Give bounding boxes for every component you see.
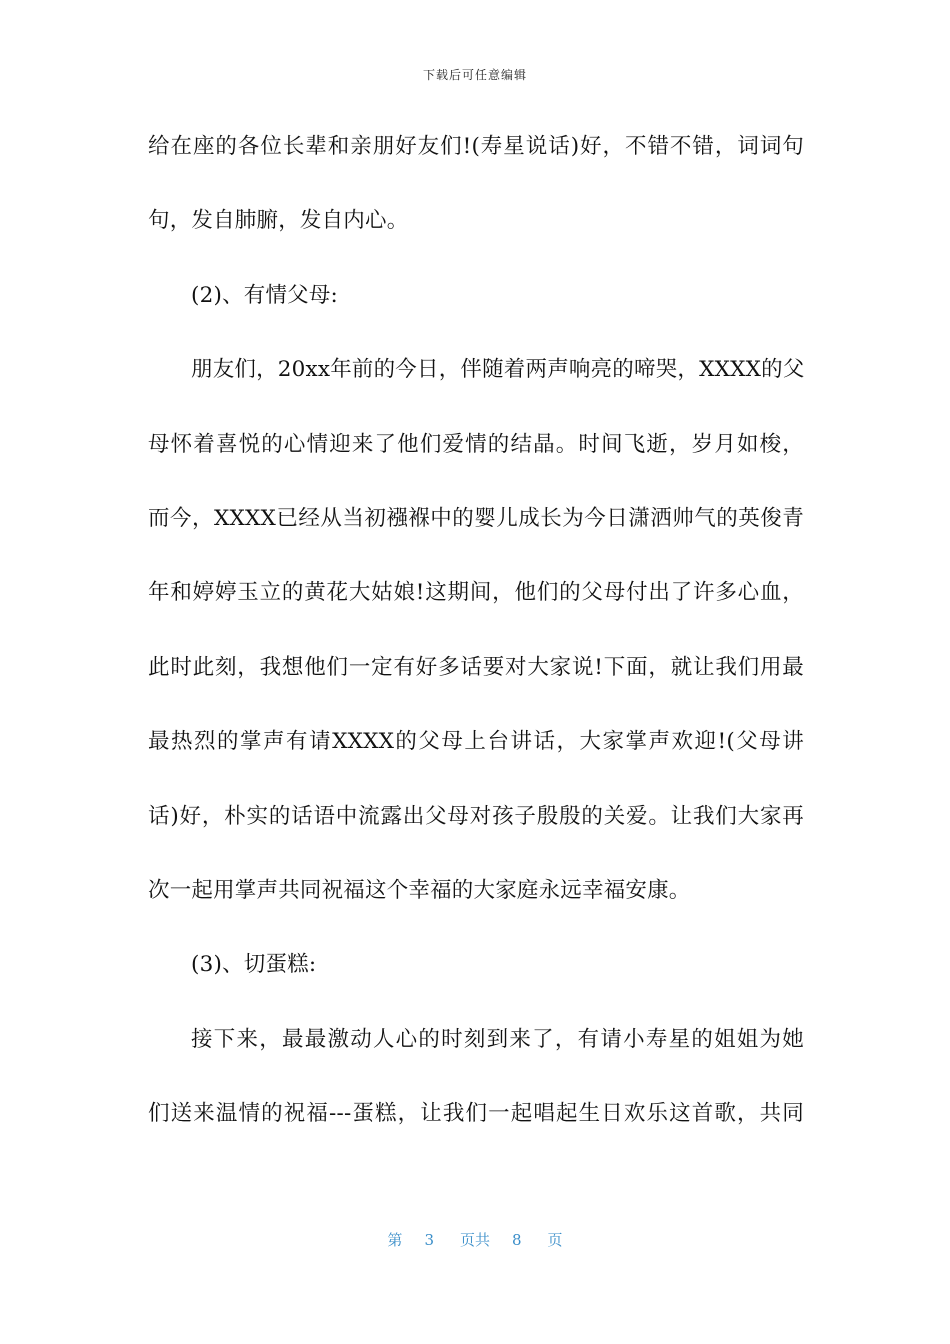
document-body bbox=[148, 124, 804, 1165]
body-line: (3)、切蛋糕: bbox=[191, 952, 317, 978]
page-footer bbox=[0, 1229, 950, 1250]
body-line: (2)、有情父母: bbox=[191, 282, 338, 308]
body-line: 话)好，朴实的话语中流露出父母对孩子殷殷的关爱。让我们大家再 bbox=[148, 803, 804, 829]
body-line: 年和婷婷玉立的黄花大姑娘!这期间，他们的父母付出了许多心血， bbox=[148, 580, 804, 606]
footer-prefix: 第 bbox=[387, 1231, 403, 1249]
body-line: 而今，XXXX已经从当初襁褓中的婴儿成长为今日潇洒帅气的英俊青 bbox=[148, 505, 804, 531]
footer-suffix: 页 bbox=[547, 1231, 563, 1249]
body-line: 们送来温情的祝福---蛋糕，让我们一起唱起生日欢乐这首歌，共同 bbox=[148, 1101, 804, 1127]
body-line: 给在座的各位长辈和亲朋好友们!(寿星说话)好，不错不错，词词句 bbox=[148, 134, 804, 159]
body-line: 此时此刻，我想他们一定有好多话要对大家说!下面，就让我们用最 bbox=[148, 654, 804, 680]
body-line: 母怀着喜悦的心情迎来了他们爱情的结晶。时间飞逝，岁月如梭， bbox=[148, 431, 804, 457]
body-line: 朋友们，20xx年前的今日，伴随着两声响亮的啼哭，XXXX的父 bbox=[191, 357, 805, 383]
body-line: 次一起用掌声共同祝福这个幸福的大家庭永远幸福安康。 bbox=[148, 877, 691, 903]
body-line: 最热烈的掌声有请XXXX的父母上台讲话，大家掌声欢迎!(父母讲 bbox=[148, 729, 804, 755]
page-header: 下载后可任意编辑 bbox=[422, 68, 527, 82]
footer-page-number: 3 bbox=[424, 1231, 434, 1249]
footer-total-pages: 8 bbox=[512, 1231, 522, 1249]
body-line: 句，发自肺腑，发自内心。 bbox=[148, 208, 409, 234]
body-line: 接下来，最最激动人心的时刻到来了，有请小寿星的姐姐为她 bbox=[191, 1026, 804, 1052]
footer-middle: 页共 bbox=[459, 1231, 490, 1249]
